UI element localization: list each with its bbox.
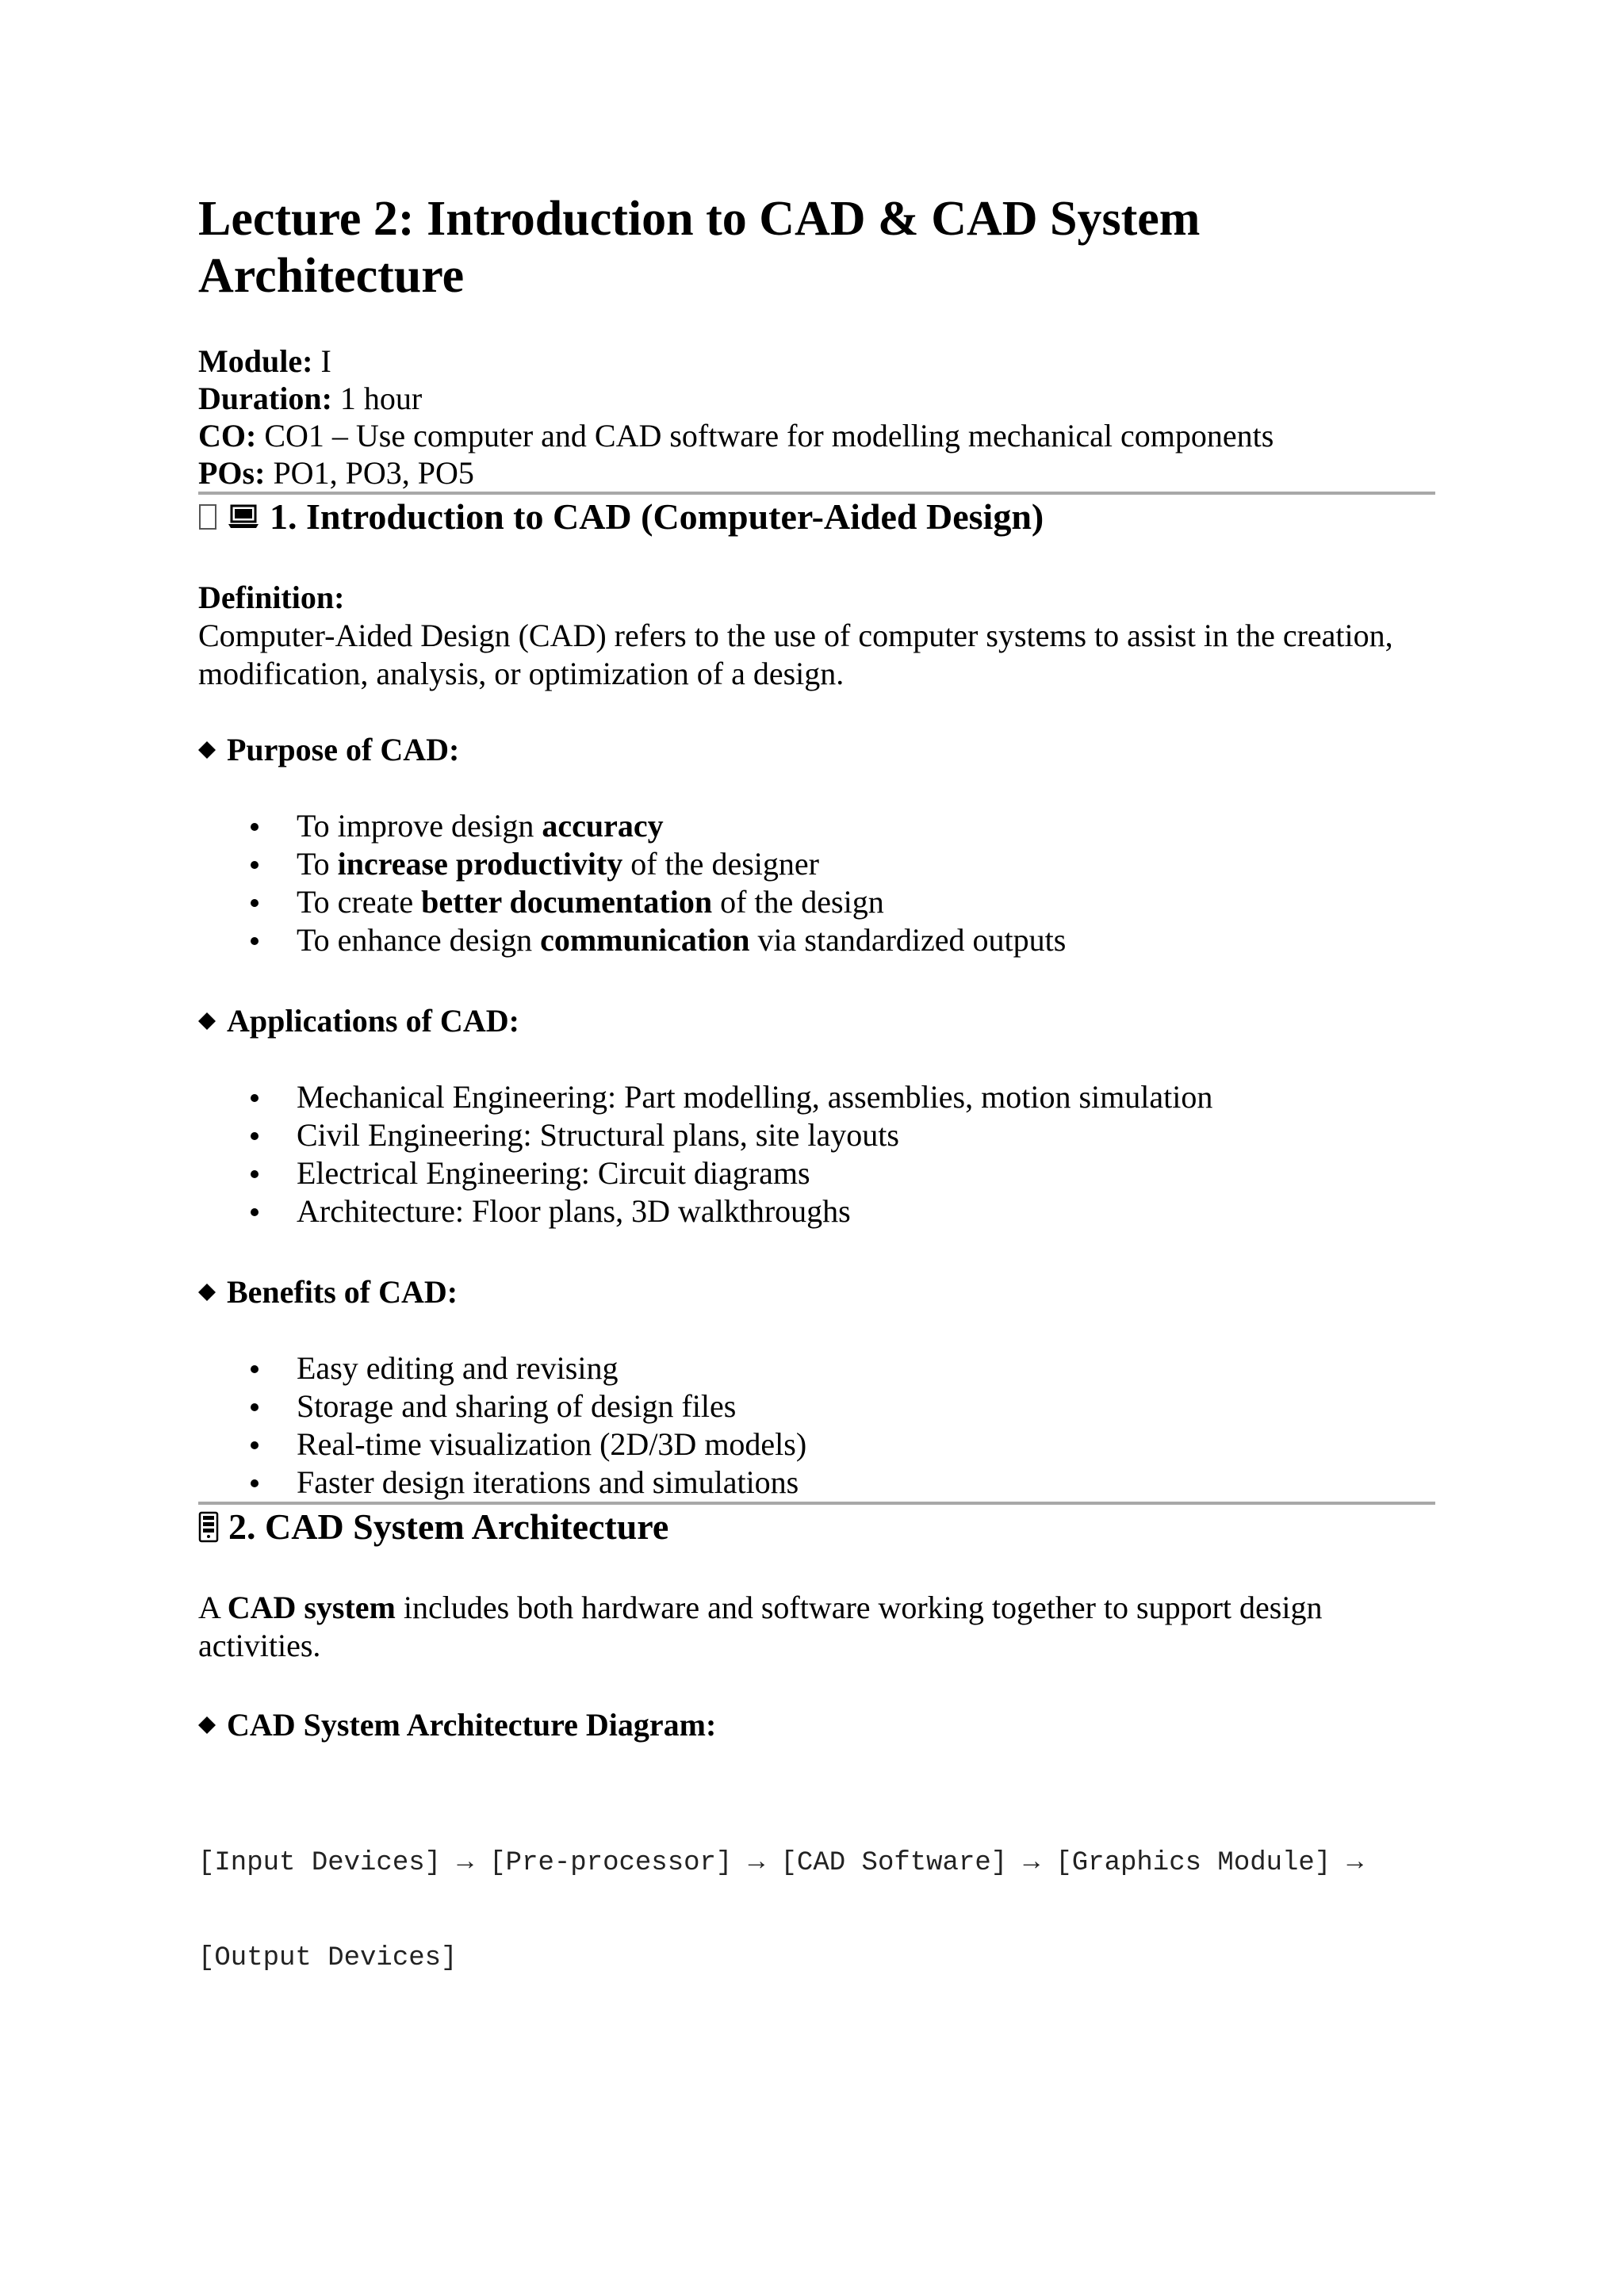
- list-item: [198, 807, 1435, 845]
- diamond-icon: [198, 741, 216, 759]
- meta-co-label: CO:: [198, 418, 257, 453]
- section-2-title: 2. CAD System Architecture: [228, 1506, 669, 1547]
- item-text: Faster design iterations and simulations: [297, 1464, 799, 1500]
- meta-duration-label: Duration:: [198, 381, 332, 416]
- item-text: Storage and sharing of design files: [297, 1388, 737, 1424]
- bullet-icon: [251, 1365, 259, 1373]
- diamond-icon: [198, 1012, 216, 1030]
- diamond-icon: [198, 1716, 216, 1734]
- bullet-icon: [251, 1403, 259, 1411]
- diagram-line: [Input Devices] → [Pre-processor] → [CAD Software] → [Graphics Module] →: [198, 1848, 1364, 1878]
- definition-label: Definition:: [198, 580, 345, 615]
- bullet-icon: [251, 937, 259, 945]
- applications-list: [198, 1078, 1435, 1230]
- item-text: Architecture: Floor plans, 3D walkthroughs: [297, 1193, 851, 1229]
- meta-duration-value: 1 hour: [331, 381, 423, 416]
- item-text: via standardized outputs: [749, 922, 1067, 958]
- benefits-heading: [198, 1273, 1435, 1311]
- item-text: of the design: [712, 884, 884, 920]
- benefits-list: [198, 1349, 1435, 1502]
- server-icon: [198, 1511, 219, 1543]
- meta-co: [198, 417, 1435, 454]
- bullet-icon: [251, 1441, 259, 1449]
- item-text: To create: [297, 884, 422, 920]
- section-1-heading: [198, 495, 1435, 539]
- document-content: [198, 190, 1435, 2038]
- bullet-icon: [251, 1208, 259, 1216]
- bullet-icon: [251, 823, 259, 831]
- item-text: Electrical Engineering: Circuit diagrams: [297, 1155, 810, 1191]
- lecture-meta: [198, 342, 1435, 492]
- item-bold-text: increase productivity: [337, 846, 623, 882]
- diagram-heading: [198, 1706, 1435, 1744]
- applications-heading: [198, 1002, 1435, 1040]
- meta-module-value: I: [312, 343, 331, 379]
- item-text: To: [297, 846, 338, 882]
- list-item: [198, 1154, 1435, 1192]
- meta-duration: [198, 380, 1435, 417]
- diagram-heading-text: CAD System Architecture Diagram:: [227, 1707, 717, 1743]
- meta-module-label: Module:: [198, 343, 313, 379]
- page-title: Lecture 2: Introduction to CAD & CAD System Architecture: [198, 192, 1201, 303]
- list-item: [198, 1078, 1435, 1116]
- item-text: Civil Engineering: Structural plans, site layouts: [297, 1117, 899, 1153]
- list-item: [198, 1116, 1435, 1154]
- meta-pos-value: PO1, PO3, PO5: [265, 455, 474, 491]
- list-item: [198, 1192, 1435, 1230]
- item-text: Real-time visualization (2D/3D models): [297, 1426, 807, 1462]
- bullet-icon: [251, 1132, 259, 1140]
- purpose-heading: [198, 731, 1435, 769]
- intro-text: includes both hardware and software working together to support design activities.: [198, 1590, 1323, 1663]
- list-item: [198, 883, 1435, 921]
- item-bold-text: communication: [540, 922, 750, 958]
- intro-bold-text: CAD system: [227, 1590, 396, 1625]
- laptop-icon: [227, 503, 260, 530]
- diamond-icon: [198, 1284, 216, 1301]
- item-text: of the designer: [622, 846, 819, 882]
- intro-text: A: [198, 1590, 228, 1625]
- meta-module: [198, 342, 1435, 380]
- list-item: [198, 1425, 1435, 1464]
- section-2-heading: [198, 1505, 1435, 1549]
- bullet-icon: [251, 1479, 259, 1487]
- architecture-diagram: [198, 1784, 1435, 2038]
- list-item: [198, 1349, 1435, 1387]
- applications-heading-text: Applications of CAD:: [227, 1003, 519, 1039]
- diagram-line: [Output Devices]: [198, 1943, 458, 1973]
- item-text: To improve design: [297, 808, 542, 844]
- bullet-icon: [251, 1170, 259, 1178]
- list-item: [198, 1387, 1435, 1425]
- missing-glyph-icon: [198, 503, 217, 530]
- cad-system-intro: [198, 1589, 1435, 1665]
- definition-text: Computer-Aided Design (CAD) refers to the use of computer systems to assist in the creation, modification, analysis, or optimization of a design.: [198, 618, 1393, 691]
- bullet-icon: [251, 1094, 259, 1102]
- meta-pos: [198, 454, 1435, 492]
- bullet-icon: [251, 861, 259, 869]
- meta-pos-label: POs:: [198, 455, 266, 491]
- purpose-list: [198, 807, 1435, 959]
- list-item: [198, 1464, 1435, 1502]
- item-text: To enhance design: [297, 922, 541, 958]
- section-1-title: 1. Introduction to CAD (Computer-Aided Design): [270, 496, 1044, 537]
- list-item: [198, 845, 1435, 883]
- list-item: [198, 921, 1435, 959]
- meta-co-value: CO1 – Use computer and CAD software for modelling mechanical components: [256, 418, 1274, 453]
- item-text: Mechanical Engineering: Part modelling, assemblies, motion simulation: [297, 1079, 1213, 1115]
- item-bold-text: accuracy: [542, 808, 664, 844]
- item-bold-text: better documentation: [421, 884, 713, 920]
- purpose-heading-text: Purpose of CAD:: [227, 732, 460, 767]
- benefits-heading-text: Benefits of CAD:: [227, 1274, 458, 1310]
- item-text: Easy editing and revising: [297, 1350, 619, 1386]
- bullet-icon: [251, 899, 259, 907]
